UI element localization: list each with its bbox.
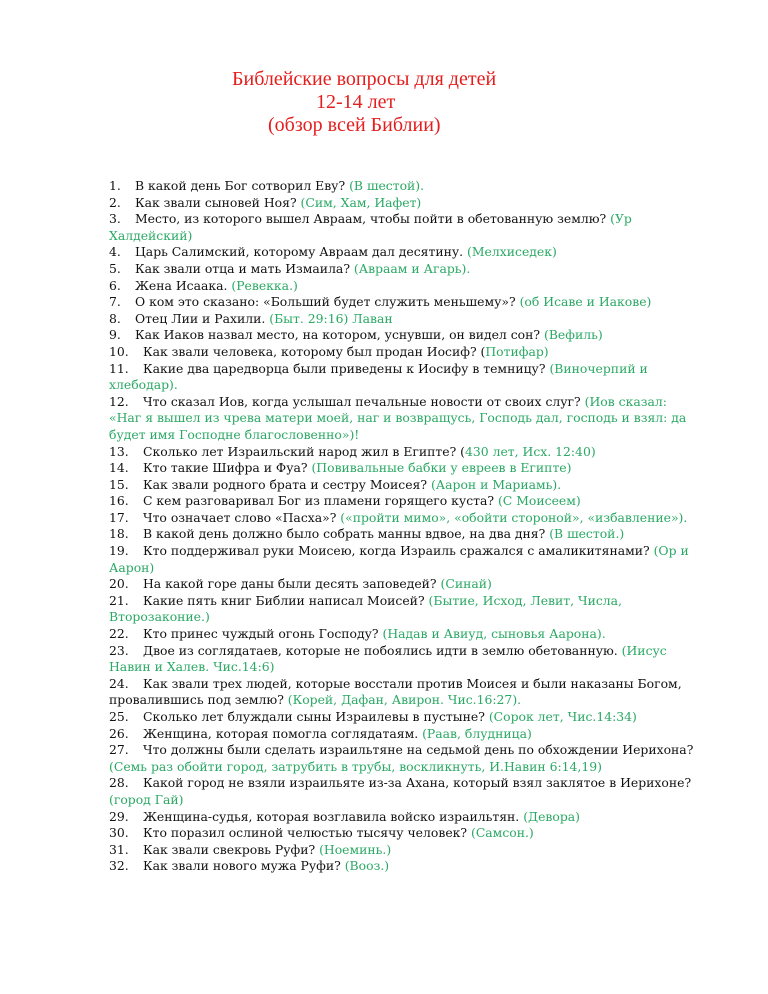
question-text: Женщина, которая помогла соглядатаям. [143, 725, 423, 741]
answer-text: Потифар) [485, 343, 549, 359]
answer-text: (Аарон и Мариамь). [430, 476, 562, 492]
question-text: Какие пять книг Библии написал Моисей? [143, 592, 429, 608]
question-item [109, 842, 694, 859]
question-item [109, 195, 694, 212]
question-text: В какой день Бог сотворил Еву? [135, 178, 350, 193]
question-item [109, 261, 694, 278]
question-number: 25. [109, 709, 129, 724]
question-item [109, 676, 694, 709]
question-list [109, 178, 694, 875]
question-number: 24. [109, 675, 129, 691]
question-text: Царь Салимский, которому Авраам дал десятину. [135, 244, 468, 260]
question-number: 27. [109, 742, 129, 758]
question-item [109, 709, 694, 726]
title-line-2: 12-14 лет [316, 91, 396, 113]
question-number: 13. [109, 443, 129, 459]
question-text: Отец Лии и Рахили. [135, 310, 270, 326]
question-text: Жена Исаака. [135, 277, 232, 293]
question-item [109, 626, 694, 643]
answer-text: (Вефиль) [543, 327, 603, 343]
question-item [109, 311, 694, 328]
answer-text: (Иов сказал: «Наг я вышел из чрева матери моей, наг и возвращусь, Господь дал, господь и взял: да будет имя Господне благословенно»)! [109, 393, 687, 442]
question-item [109, 576, 694, 593]
question-number: 5. [109, 260, 121, 276]
question-text: Как звали трех людей, которые восстали против Моисея и были наказаны Богом, провалившись под землю? [109, 675, 682, 708]
question-number: 6. [109, 277, 121, 293]
answer-text: (Ревекка.) [231, 277, 298, 293]
question-item [109, 244, 694, 261]
answer-text: (Повивальные бабки у евреев в Египте) [311, 460, 572, 476]
question-number: 32. [109, 858, 129, 874]
question-item [109, 593, 694, 626]
answer-text: (С Моисеем) [497, 493, 581, 509]
answer-text: (Ноеминь.) [319, 841, 392, 857]
question-text: Как звали родного брата и сестру Моисея? [143, 476, 431, 492]
question-item [109, 294, 694, 311]
answer-text: (Ур Халдейский) [109, 211, 632, 243]
question-number: 14. [109, 460, 129, 476]
question-number: 18. [109, 526, 129, 542]
question-number: 21. [109, 592, 129, 608]
answer-text: (Надав и Авиуд, сыновья Аарона). [382, 626, 606, 642]
question-item [109, 825, 694, 842]
answer-text: (Ор и Аарон) [109, 543, 689, 575]
question-item [109, 460, 694, 477]
answer-text: (Раав, блудница) [422, 725, 532, 741]
answer-text: (Вооз.) [344, 858, 390, 874]
question-item [109, 477, 694, 494]
title-line-3: (обзор всей Библии) [268, 114, 441, 136]
question-text: Как звали нового мужа Руфи? [143, 858, 345, 874]
answer-text: (Корей, Дафан, Авирон. Чис.16:27). [287, 692, 522, 708]
answer-text: (Авраам и Агарь). [353, 260, 471, 276]
answer-text: (Девора) [523, 808, 581, 824]
question-text: Место, из которого вышел Авраам, чтобы пойти в обетованную землю? [135, 211, 611, 227]
question-number: 20. [109, 576, 129, 592]
question-item [109, 643, 694, 676]
question-text: Какой город не взяли израильяте из-за Ахана, который взял заклятое в Иерихоне? [143, 775, 692, 791]
question-item [109, 394, 694, 444]
answer-text: (Семь раз обойти город, затрубить в трубы, воскликнуть, И.Навин 6:14,19) [109, 758, 602, 774]
answer-text: (В шестой.) [549, 526, 625, 542]
question-text: Что означает слово «Пасха»? [143, 509, 341, 525]
question-text: Как звали отца и мать Измаила? [135, 260, 354, 276]
answer-text: (Синай) [440, 576, 492, 592]
question-number: 12. [109, 393, 129, 409]
question-number: 15. [109, 476, 129, 492]
question-number: 22. [109, 626, 129, 642]
question-number: 30. [109, 825, 129, 841]
question-number: 10. [109, 343, 129, 359]
question-text: Кто такие Шифра и Фуа? [143, 460, 312, 476]
question-number: 16. [109, 493, 129, 509]
question-text: Что должны были сделать израильтяне на седьмой день по обхождении Иерихона? [143, 742, 694, 758]
question-text: Сколько лет блуждали сыны Израилевы в пустыне? [143, 709, 489, 724]
answer-text: (Самсон.) [470, 825, 534, 841]
question-item [109, 543, 694, 576]
question-text: Кто принес чуждый огонь Господу? [143, 626, 383, 642]
question-item [109, 327, 694, 344]
answer-text: (об Исаве и Иакове) [519, 294, 652, 310]
question-text: Какие два царедворца были приведены к Иосифу в темницу? [143, 360, 550, 376]
question-item [109, 526, 694, 543]
question-text: Кто поддерживал руки Моисею, когда Израиль сражался с амаликитянами? [143, 543, 654, 559]
question-number: 17. [109, 509, 129, 525]
answer-text: («пройти мимо», «обойти стороной», «избавление»). [340, 509, 688, 525]
question-number: 1. [109, 178, 121, 193]
question-text: В какой день должно было собрать манны вдвое, на два дня? [143, 526, 550, 542]
answer-text: 430 лет, Исх. 12:40) [464, 443, 596, 459]
question-text: Как звали свекровь Руфи? [143, 841, 320, 857]
question-number: 28. [109, 775, 129, 791]
title-line-1: Библейские вопросы для детей [232, 68, 497, 90]
question-number: 8. [109, 310, 121, 326]
question-number: 2. [109, 194, 121, 210]
question-number: 4. [109, 244, 121, 260]
question-number: 26. [109, 725, 129, 741]
answer-text: (В шестой). [349, 178, 425, 193]
question-item [109, 344, 694, 361]
question-number: 31. [109, 841, 129, 857]
question-text: Кто поразил ослиной челюстью тысячу человек? [143, 825, 471, 841]
question-item [109, 493, 694, 510]
answer-text: (Бытие, Исход, Левит, Числа, Второзаконие.) [109, 592, 622, 625]
answer-text: (Мелхиседек) [467, 244, 557, 260]
answer-text: (город Гай) [109, 791, 184, 807]
question-text: Двое из соглядатаев, которые не побоялись идти в землю обетованную. [143, 642, 622, 658]
question-number: 11. [109, 360, 129, 376]
question-text: Как звали человека, которому был продан Иосиф? ( [143, 343, 486, 359]
question-text: На какой горе даны были десять заповедей? [143, 576, 441, 592]
question-number: 9. [109, 327, 121, 343]
question-number: 19. [109, 543, 129, 559]
answer-text: (Сорок лет, Чис.14:34) [488, 709, 637, 724]
question-text: С кем разговаривал Бог из пламени горящего куста? [143, 493, 498, 509]
answer-text: (Быт. 29:16) Лаван [269, 310, 393, 326]
question-item [109, 742, 694, 775]
question-item [109, 858, 694, 875]
question-number: 29. [109, 808, 129, 824]
document-title [0, 68, 768, 137]
answer-text: (Виночерпий и хлебодар). [109, 360, 648, 393]
question-item [109, 361, 694, 394]
question-item [109, 726, 694, 743]
answer-text: (Сим, Хам, Иафет) [300, 194, 422, 210]
question-item [109, 510, 694, 527]
question-item [109, 444, 694, 461]
question-text: О ком это сказано: «Больший будет служить меньшему»? [135, 294, 520, 310]
question-item [109, 775, 694, 808]
question-text: Как Иаков назвал место, на котором, уснувши, он видел сон? [135, 327, 544, 343]
question-text: Сколько лет Израильский народ жил в Египте? ( [143, 443, 465, 459]
question-item [109, 211, 694, 244]
question-item [109, 278, 694, 295]
question-number: 3. [109, 211, 121, 227]
question-text: Женщина-судья, которая возглавила войско израильтян. [143, 808, 524, 824]
question-item [109, 809, 694, 826]
question-number: 7. [109, 294, 121, 310]
question-text: Что сказал Иов, когда услышал печальные новости от своих слуг? [143, 393, 585, 409]
question-item [109, 178, 694, 195]
question-text: Как звали сыновей Ноя? [135, 194, 301, 210]
question-number: 23. [109, 642, 129, 658]
answer-text: (Иисус Навин и Халев. Чис.14:6) [109, 642, 667, 675]
